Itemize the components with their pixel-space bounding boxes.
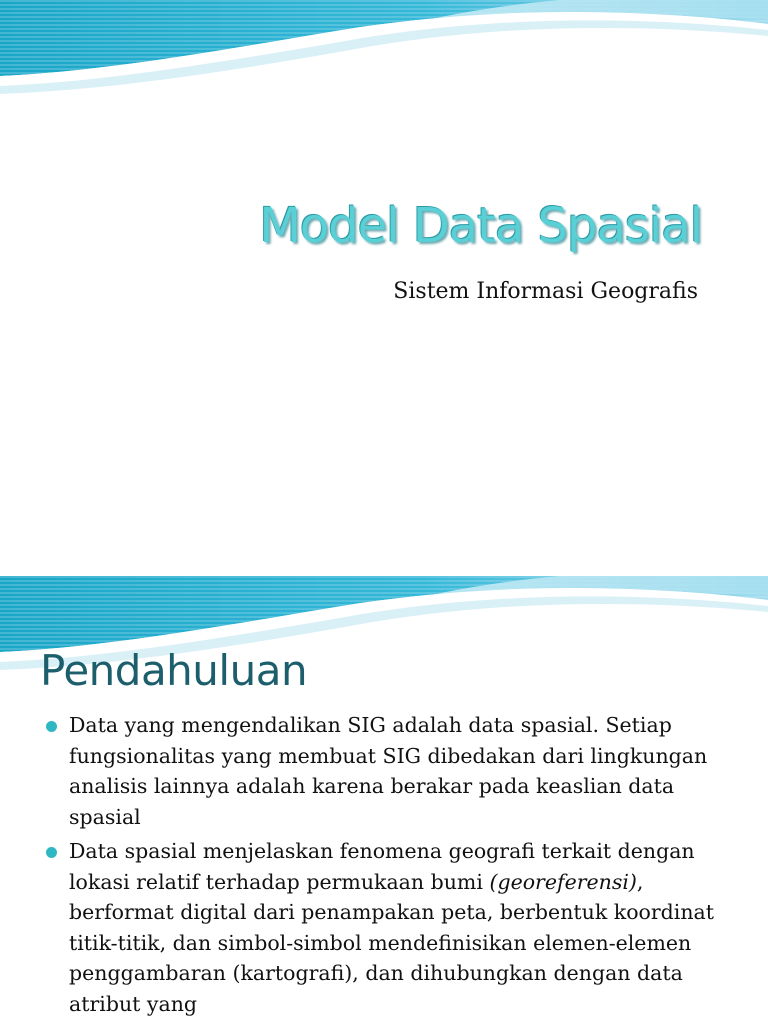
bullet-item <box>44 836 744 1019</box>
bullet-dot-icon <box>46 721 57 732</box>
bullet-emphasis: (georeferensi) <box>489 869 637 894</box>
bullet-item <box>44 710 744 832</box>
slide-title: Pendahuluan <box>40 646 308 695</box>
bullet-text-continued: , berformat digital dari penampakan peta, berbentuk koordinat titik-titik, dan simbol-simbol mendefinisikan elemen-elemen penggambaran (kartografi), dan dihubungkan dengan data atribut yang <box>69 869 715 1016</box>
bullet-dot-icon <box>46 847 57 858</box>
slide-title: Model Data Spasial <box>259 198 702 254</box>
slide-subtitle: Sistem Informasi Geografis <box>393 279 698 304</box>
content-slide <box>0 576 768 1024</box>
bullet-text: Data spasial menjelaskan fenomena geografi terkait dengan lokasi relatif terhadap permukaan bumi <box>69 839 695 894</box>
bullet-text: Data yang mengendalikan SIG adalah data spasial. Setiap fungsionalitas yang membuat SIG dibedakan dari lingkungan analisis lainnya adalah karena berakar pada keaslian data spasial <box>69 713 708 829</box>
bullet-list <box>44 710 744 1023</box>
wave-banner <box>0 0 768 95</box>
